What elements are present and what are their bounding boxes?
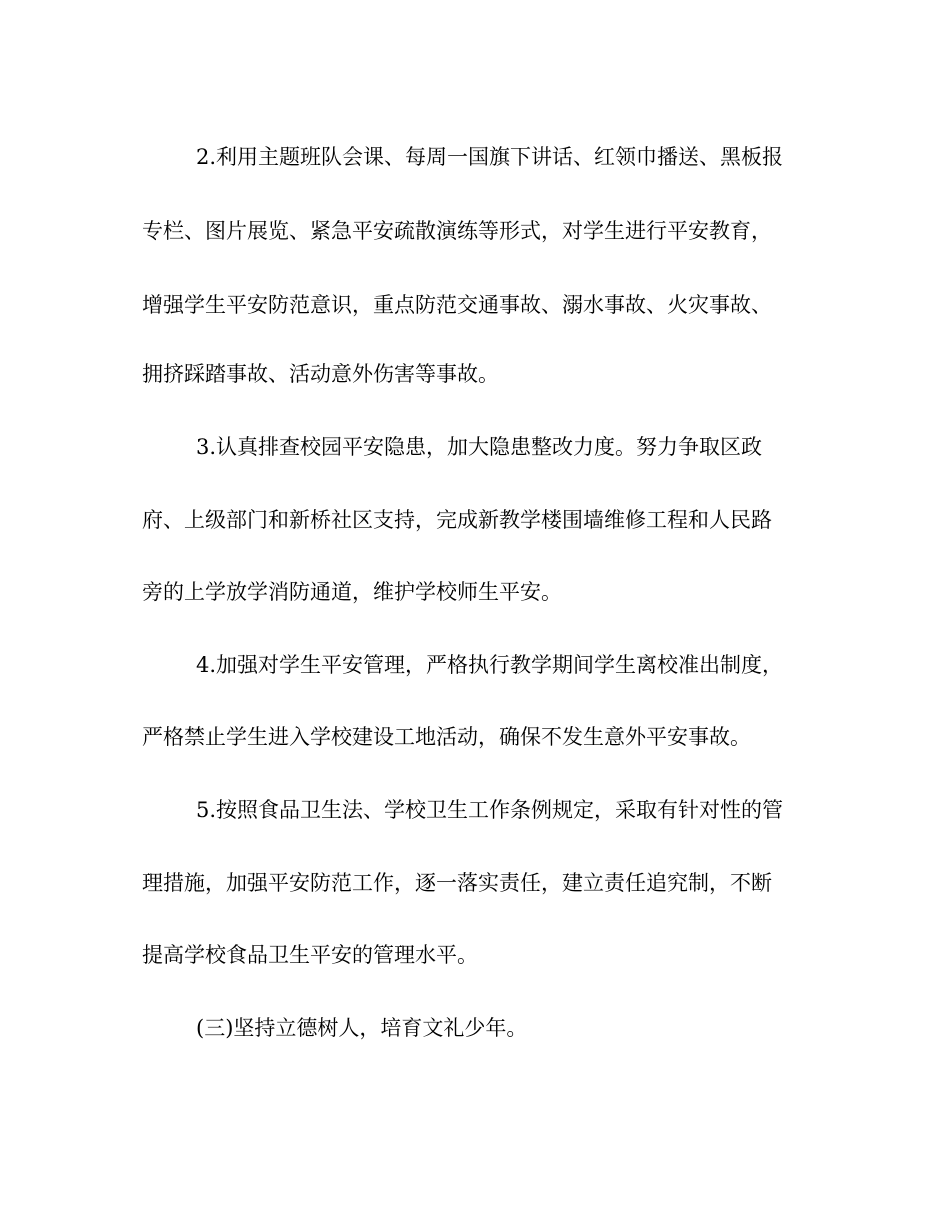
paragraph-2-line-4: 拥挤踩踏事故、活动意外伤害等事故。 <box>142 362 499 386</box>
paragraph-4-line-2: 严格禁止学生进入学校建设工地活动，确保不发生意外平安事故。 <box>142 725 751 749</box>
paragraph-2-line-2: 专栏、图片展览、紧急平安疏散演练等形式，对学生进行平安教育， <box>142 219 772 243</box>
paragraph-5-line-1: 5.按照食品卫生法、学校卫生工作条例规定，采取有针对性的管 <box>196 798 784 822</box>
paragraph-4-line-1: 4.加强对学生平安管理，严格执行教学期间学生离校准出制度， <box>196 653 784 677</box>
paragraph-5-line-2: 理措施，加强平安防范工作，逐一落实责任，建立责任追究制，不断 <box>142 871 772 895</box>
paragraph-2-line-3: 增强学生平安防范意识，重点防范交通事故、溺水事故、火灾事故、 <box>142 293 772 317</box>
paragraph-3-line-2: 府、上级部门和新桥社区支持，完成新教学楼围墙维修工程和人民路 <box>142 508 772 532</box>
paragraph-3-line-3: 旁的上学放学消防通道，维护学校师生平安。 <box>142 580 562 604</box>
paragraph-2-line-1: 2.利用主题班队会课、每周一国旗下讲话、红领巾播送、黑板报 <box>196 145 784 169</box>
paragraph-3-line-1: 3.认真排查校园平安隐患，加大隐患整改力度。努力争取区政 <box>196 435 763 459</box>
section-heading-3: (三)坚持立德树人，培育文礼少年。 <box>196 1016 528 1040</box>
paragraph-5-line-3: 提高学校食品卫生平安的管理水平。 <box>142 943 478 967</box>
